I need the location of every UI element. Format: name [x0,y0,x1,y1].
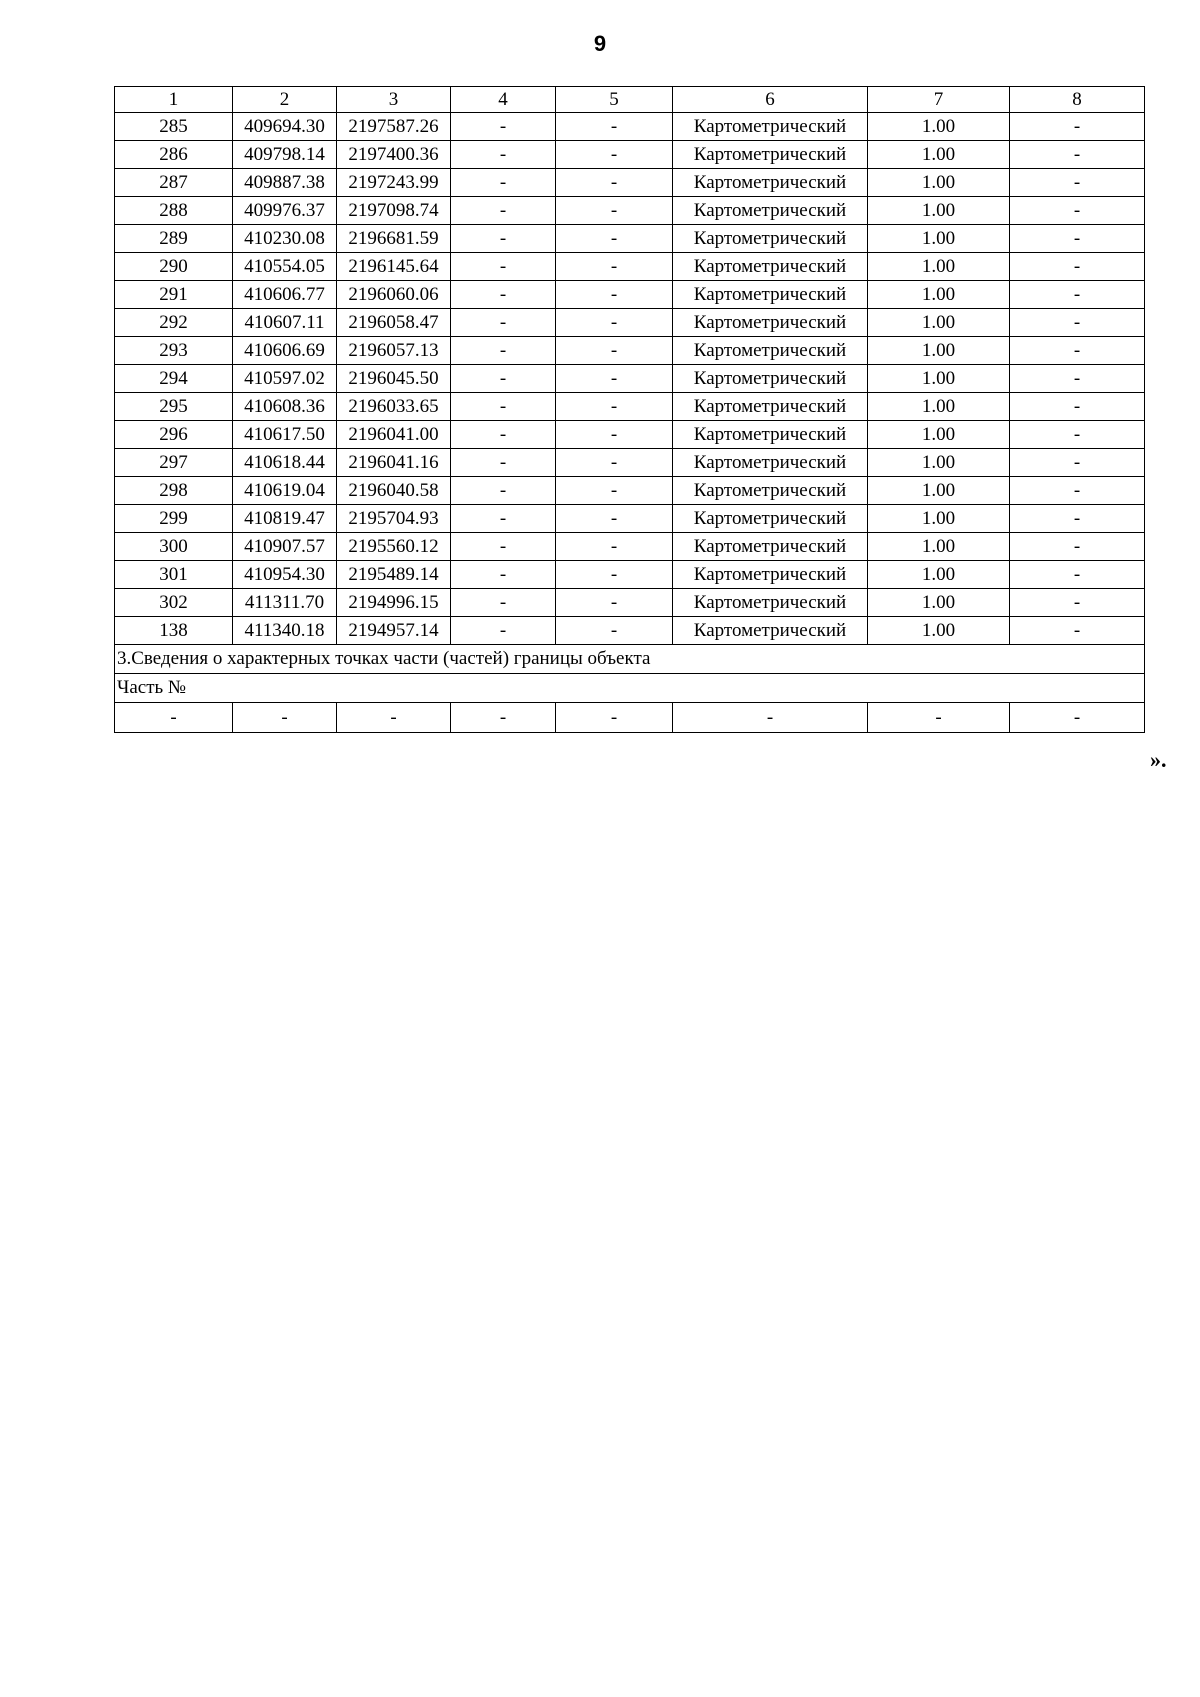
y-coordinate-cell: 2196041.16 [337,449,451,477]
method-cell: Картометрический [673,561,868,589]
point-number-cell: 297 [115,449,233,477]
y-coordinate-cell: 2195560.12 [337,533,451,561]
col8-cell: - [1010,141,1145,169]
point-number-cell: 302 [115,589,233,617]
section-title-row [115,645,1145,674]
col4-cell: - [451,505,556,533]
col8-cell: - [1010,561,1145,589]
y-coordinate-cell: 2197098.74 [337,197,451,225]
col8-cell: - [1010,365,1145,393]
x-coordinate-cell: 410907.57 [233,533,337,561]
accuracy-cell: 1.00 [868,169,1010,197]
part-label: Часть № [115,674,1145,703]
accuracy-cell: 1.00 [868,561,1010,589]
empty-cell: - [337,703,451,733]
col5-cell: - [556,197,673,225]
y-coordinate-cell: 2197400.36 [337,141,451,169]
x-coordinate-cell: 410554.05 [233,253,337,281]
empty-cell: - [868,703,1010,733]
accuracy-cell: 1.00 [868,337,1010,365]
accuracy-cell: 1.00 [868,281,1010,309]
part-label-row [115,674,1145,703]
table-body [115,87,1145,733]
method-cell: Картометрический [673,309,868,337]
y-coordinate-cell: 2197587.26 [337,113,451,141]
method-cell: Картометрический [673,253,868,281]
method-cell: Картометрический [673,225,868,253]
col5-cell: - [556,365,673,393]
empty-cell: - [233,703,337,733]
col8-cell: - [1010,449,1145,477]
method-cell: Картометрический [673,449,868,477]
method-cell: Картометрический [673,477,868,505]
col4-cell: - [451,169,556,197]
x-coordinate-cell: 409887.38 [233,169,337,197]
accuracy-cell: 1.00 [868,113,1010,141]
table-row [115,169,1145,197]
x-coordinate-cell: 410230.08 [233,225,337,253]
col5-cell: - [556,449,673,477]
point-number-cell: 290 [115,253,233,281]
col8-cell: - [1010,281,1145,309]
header-cell: 3 [337,87,451,113]
col5-cell: - [556,141,673,169]
point-number-cell: 296 [115,421,233,449]
point-number-cell: 293 [115,337,233,365]
col5-cell: - [556,393,673,421]
section-title: 3.Сведения о характерных точках части (частей) границы объекта [115,645,1145,674]
col4-cell: - [451,617,556,645]
col8-cell: - [1010,617,1145,645]
accuracy-cell: 1.00 [868,365,1010,393]
y-coordinate-cell: 2196145.64 [337,253,451,281]
x-coordinate-cell: 410606.69 [233,337,337,365]
x-coordinate-cell: 411340.18 [233,617,337,645]
point-number-cell: 138 [115,617,233,645]
col4-cell: - [451,197,556,225]
col8-cell: - [1010,197,1145,225]
table-row [115,281,1145,309]
point-number-cell: 299 [115,505,233,533]
method-cell: Картометрический [673,281,868,309]
header-cell: 7 [868,87,1010,113]
accuracy-cell: 1.00 [868,421,1010,449]
method-cell: Картометрический [673,589,868,617]
col8-cell: - [1010,477,1145,505]
col4-cell: - [451,449,556,477]
empty-cell: - [1010,703,1145,733]
col8-cell: - [1010,169,1145,197]
col4-cell: - [451,113,556,141]
col5-cell: - [556,309,673,337]
y-coordinate-cell: 2195489.14 [337,561,451,589]
col5-cell: - [556,113,673,141]
method-cell: Картометрический [673,505,868,533]
col5-cell: - [556,617,673,645]
point-number-cell: 298 [115,477,233,505]
x-coordinate-cell: 410619.04 [233,477,337,505]
col5-cell: - [556,225,673,253]
table-row [115,113,1145,141]
col4-cell: - [451,225,556,253]
method-cell: Картометрический [673,169,868,197]
col5-cell: - [556,505,673,533]
table-row [115,449,1145,477]
point-number-cell: 301 [115,561,233,589]
point-number-cell: 288 [115,197,233,225]
y-coordinate-cell: 2196060.06 [337,281,451,309]
accuracy-cell: 1.00 [868,309,1010,337]
table-row [115,505,1145,533]
empty-cell: - [673,703,868,733]
col8-cell: - [1010,393,1145,421]
col5-cell: - [556,169,673,197]
col4-cell: - [451,533,556,561]
point-number-cell: 294 [115,365,233,393]
y-coordinate-cell: 2196045.50 [337,365,451,393]
empty-cell: - [451,703,556,733]
closing-quote-mark: ». [1150,747,1167,772]
point-number-cell: 292 [115,309,233,337]
header-cell: 1 [115,87,233,113]
y-coordinate-cell: 2196041.00 [337,421,451,449]
col4-cell: - [451,309,556,337]
x-coordinate-cell: 411311.70 [233,589,337,617]
empty-row [115,703,1145,733]
accuracy-cell: 1.00 [868,505,1010,533]
table-header-row [115,87,1145,113]
accuracy-cell: 1.00 [868,533,1010,561]
y-coordinate-cell: 2197243.99 [337,169,451,197]
empty-cell: - [115,703,233,733]
col5-cell: - [556,421,673,449]
accuracy-cell: 1.00 [868,449,1010,477]
point-number-cell: 291 [115,281,233,309]
x-coordinate-cell: 410607.11 [233,309,337,337]
x-coordinate-cell: 409694.30 [233,113,337,141]
col4-cell: - [451,477,556,505]
header-cell: 5 [556,87,673,113]
x-coordinate-cell: 410597.02 [233,365,337,393]
col8-cell: - [1010,589,1145,617]
point-number-cell: 285 [115,113,233,141]
y-coordinate-cell: 2194957.14 [337,617,451,645]
col5-cell: - [556,253,673,281]
accuracy-cell: 1.00 [868,617,1010,645]
col4-cell: - [451,281,556,309]
table-row [115,617,1145,645]
y-coordinate-cell: 2196058.47 [337,309,451,337]
accuracy-cell: 1.00 [868,225,1010,253]
col4-cell: - [451,393,556,421]
accuracy-cell: 1.00 [868,253,1010,281]
col5-cell: - [556,589,673,617]
table-row [115,393,1145,421]
col8-cell: - [1010,309,1145,337]
table-row [115,309,1145,337]
method-cell: Картометрический [673,337,868,365]
table-row [115,477,1145,505]
col4-cell: - [451,253,556,281]
col5-cell: - [556,337,673,365]
point-number-cell: 286 [115,141,233,169]
y-coordinate-cell: 2194996.15 [337,589,451,617]
col8-cell: - [1010,253,1145,281]
accuracy-cell: 1.00 [868,589,1010,617]
accuracy-cell: 1.00 [868,197,1010,225]
method-cell: Картометрический [673,533,868,561]
point-number-cell: 295 [115,393,233,421]
col8-cell: - [1010,421,1145,449]
point-number-cell: 289 [115,225,233,253]
col5-cell: - [556,561,673,589]
col5-cell: - [556,533,673,561]
method-cell: Картометрический [673,113,868,141]
table-row [115,533,1145,561]
col4-cell: - [451,561,556,589]
y-coordinate-cell: 2196681.59 [337,225,451,253]
y-coordinate-cell: 2196057.13 [337,337,451,365]
table-row [115,589,1145,617]
table-row [115,253,1145,281]
x-coordinate-cell: 410618.44 [233,449,337,477]
header-cell: 4 [451,87,556,113]
col8-cell: - [1010,505,1145,533]
empty-cell: - [556,703,673,733]
x-coordinate-cell: 410608.36 [233,393,337,421]
x-coordinate-cell: 410606.77 [233,281,337,309]
col4-cell: - [451,421,556,449]
header-cell: 6 [673,87,868,113]
point-number-cell: 287 [115,169,233,197]
col4-cell: - [451,365,556,393]
x-coordinate-cell: 410954.30 [233,561,337,589]
table-row [115,225,1145,253]
col8-cell: - [1010,225,1145,253]
table-row [115,337,1145,365]
table-row [115,561,1145,589]
col4-cell: - [451,141,556,169]
table-row [115,197,1145,225]
method-cell: Картометрический [673,197,868,225]
y-coordinate-cell: 2195704.93 [337,505,451,533]
x-coordinate-cell: 409798.14 [233,141,337,169]
col5-cell: - [556,477,673,505]
accuracy-cell: 1.00 [868,393,1010,421]
page-number: 9 [593,31,607,56]
y-coordinate-cell: 2196040.58 [337,477,451,505]
header-cell: 8 [1010,87,1145,113]
col5-cell: - [556,281,673,309]
y-coordinate-cell: 2196033.65 [337,393,451,421]
table-row [115,141,1145,169]
x-coordinate-cell: 410819.47 [233,505,337,533]
method-cell: Картометрический [673,393,868,421]
col8-cell: - [1010,113,1145,141]
method-cell: Картометрический [673,365,868,393]
x-coordinate-cell: 409976.37 [233,197,337,225]
method-cell: Картометрический [673,617,868,645]
col4-cell: - [451,589,556,617]
point-number-cell: 300 [115,533,233,561]
header-cell: 2 [233,87,337,113]
col4-cell: - [451,337,556,365]
accuracy-cell: 1.00 [868,141,1010,169]
col8-cell: - [1010,533,1145,561]
table-row [115,365,1145,393]
accuracy-cell: 1.00 [868,477,1010,505]
table-row [115,421,1145,449]
col8-cell: - [1010,337,1145,365]
x-coordinate-cell: 410617.50 [233,421,337,449]
method-cell: Картометрический [673,141,868,169]
coordinates-table [114,86,1145,733]
method-cell: Картометрический [673,421,868,449]
